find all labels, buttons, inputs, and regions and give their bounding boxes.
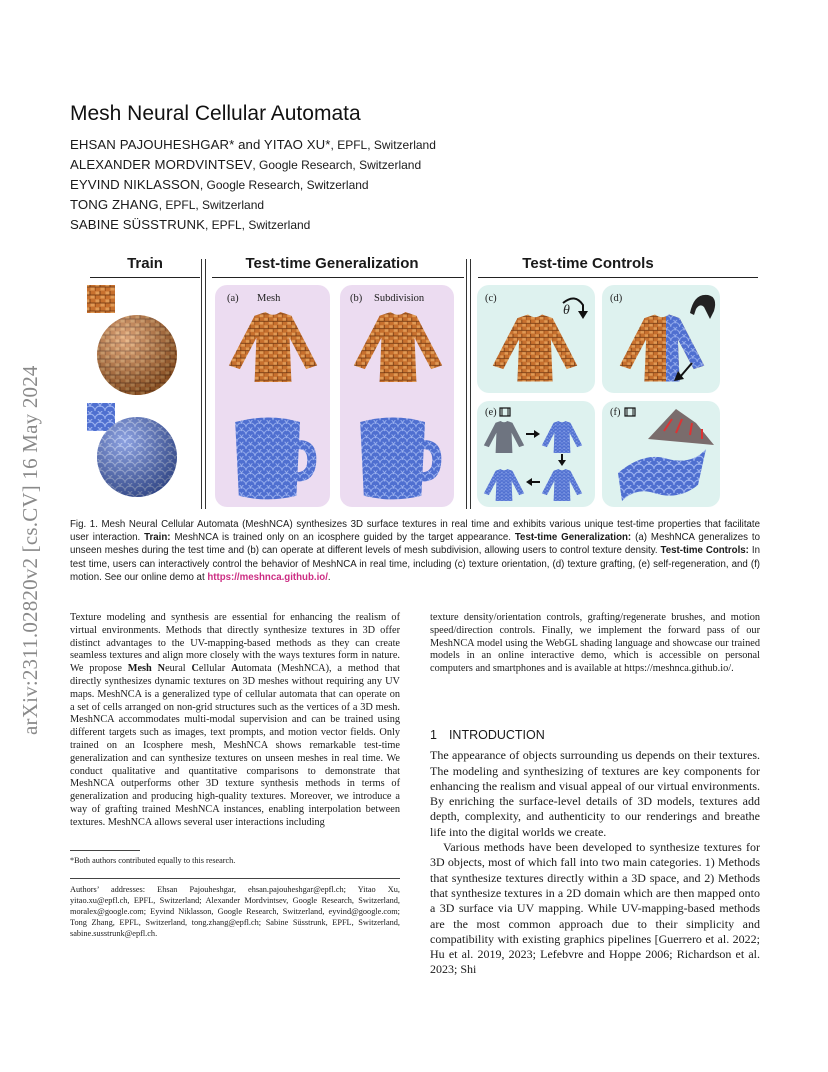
regen-shirt-partial (483, 467, 525, 503)
author-line (70, 135, 436, 155)
abstract-bold: A (231, 663, 239, 675)
heading-rule (90, 277, 200, 278)
motion-cloth (614, 445, 710, 503)
panel-motion (602, 401, 720, 507)
author-names: EYVIND NIKLASSON (70, 177, 200, 192)
author-names: ALEXANDER MORDVINTSEV (70, 157, 253, 172)
heading-train: Train (127, 255, 163, 272)
section-title: INTRODUCTION (448, 728, 545, 742)
brick-shirt (227, 310, 319, 384)
caption-train-text: MeshNCA is trained only on an icosphere guided by the target appearance. (170, 532, 515, 544)
section-number: 1 (430, 728, 437, 742)
caption-end: . (327, 571, 331, 583)
address-rule (70, 878, 400, 879)
author-affiliation: , Google Research, Switzerland (252, 158, 422, 172)
author-names: TONG ZHANG (70, 197, 159, 212)
panel-label-a: (a) (227, 293, 239, 304)
scale-mug (227, 413, 319, 503)
graft-arrow-icon (672, 361, 696, 385)
abstract (70, 612, 400, 830)
author-affiliation: , EPFL, Switzerland (204, 218, 311, 232)
theta-symbol: θ (563, 303, 570, 318)
figure-caption (70, 518, 760, 584)
abstract-text: Texture modeling and synthesis are essential for enhancing the realism of virtual environments. Methods that directly synthesize textures in 3D offer distinct advantages to the UV-mapping-based methods as they can create seamless textures and align more closely with the ways textures form in nature. We propose (70, 612, 400, 675)
caption-prefix: Fig. 1. Mesh Neural Cellular Automata (MeshNCA) synthesizes 3D surface textures in real time and exhibits various unique test-time properties that facilitate user interaction. (70, 519, 760, 544)
arxiv-identifier: arXiv:2311.02820v2 [cs.CV] 16 May 2024 (18, 365, 42, 735)
panel-subdivision (340, 285, 454, 507)
panel-label-c: (c) (485, 293, 497, 304)
heading-rule (212, 277, 464, 278)
motion-tool-icon (624, 407, 636, 417)
author-line (70, 195, 436, 215)
panel-mesh (215, 285, 330, 507)
abstract-bold: C (191, 663, 199, 675)
abstract-text: utomata (MeshNCA), a method that directly synthesizes dynamic textures on 3D meshes without requiring any UV maps. MeshNCA is a generalized type of cellular automata that can operate on a set of cells arranged on non-grid structures such as the vertices of a 3D mesh. MeshNCA accommodates multi-modal supervision and can be trained using different targets such as images, text prompts, and motion vector fields. Only trained on an Icosphere mesh, MeshNCA shows remarkable test-time generalization and can synthesize textures on unseen meshes in real time. We conduct qualitative and quantitative comparisons to demonstrate that MeshNCA outperforms other 3D texture synthesis methods in terms of generalization and producing high-quality textures. Moreover, we introduce a way of grafting trained MeshNCA instances, enabling interpolation between textures. MeshNCA allows several user interactions including (70, 663, 401, 828)
caption-gen-label: Test-time Generalization: (514, 532, 632, 544)
orientation-shirt (491, 311, 579, 385)
caption-controls-label: Test-time Controls: (660, 545, 749, 557)
heading-rule (478, 277, 758, 278)
panel-label-d: (d) (610, 293, 623, 304)
author-affiliation: , EPFL, Switzerland (158, 198, 265, 212)
caption-gen-text: (a) MeshNCA generalizes to unseen meshes during the test time and (b) can operate at different levels of mesh subdivision, allowing users to control texture density. (70, 532, 761, 557)
brick-shirt-subdivided (352, 310, 444, 384)
equal-contribution-footnote: *Both authors contributed equally to this research. (70, 856, 236, 865)
regen-shirt-damaged (541, 419, 583, 455)
abstract-paragraph (70, 612, 400, 830)
introduction-section (430, 728, 760, 978)
author-names: EHSAN PAJOUHESHGAR* and YITAO XU* (70, 137, 331, 152)
regen-shirt-gray (483, 419, 525, 455)
author-line (70, 155, 436, 175)
abstract-continued-text: texture density/orientation controls, grafting/regenerate brushes, and motion speed/direction controls. Finally, we implement the forward pass of our MeshNCA model using the WebGL shading language and showcase our trained models in an online interactive demo, which is accessible on personal computers and smartphones and is available at https://meshnca.github.io/. (430, 612, 760, 675)
panel-label-e: (e) (485, 407, 497, 418)
teaser-figure (70, 255, 760, 510)
author-addresses: Authors’ addresses: Ehsan Pajouheshgar, ehsan.pajouheshgar@epfl.ch; Yitao Xu, yitao.xu@epfl.ch, EPFL, Switzerland; Alexander Mordvintsev, Google Research, Switzerland, moralex@google.com; Eyvind Niklasson, Google Research, Switzerland, eyvind@google.com; Tong Zhang, EPFL, Switzerland, tong.zhang@epfl.ch; Sabine Süsstrunk, EPFL, Switzerland, sabine.susstrunk@epfl.ch. (70, 885, 400, 939)
caption-train-label: Train: (144, 532, 171, 544)
brush-icon (686, 289, 720, 323)
abstract-text: ellular (198, 663, 232, 675)
eraser-icon (499, 407, 511, 417)
author-list (70, 135, 436, 235)
abstract-continued (430, 612, 760, 676)
arrow-left-icon (525, 477, 541, 487)
author-names: SABINE SÜSSTRUNK (70, 217, 205, 232)
arrow-down-icon (557, 453, 567, 467)
panel-grafting (602, 285, 720, 393)
section-separator (201, 259, 206, 509)
regen-shirt-restored (541, 467, 583, 503)
panel-name-b: Subdivision (374, 293, 425, 304)
scale-mug-subdivided (352, 413, 444, 503)
section-separator (466, 259, 471, 509)
footnote-rule (70, 850, 140, 851)
section-heading (430, 728, 760, 743)
author-affiliation: , Google Research, Switzerland (199, 178, 369, 192)
demo-link[interactable]: https://meshnca.github.io/ (207, 571, 328, 583)
heading-generalization: Test-time Generalization (245, 255, 419, 272)
motion-field-surface (646, 405, 716, 449)
panel-label-f: (f) (610, 407, 621, 418)
brick-texture-swatch (87, 285, 115, 313)
intro-paragraph: Various methods have been developed to synthesize textures for 3D objects, most of which fall into two main categories. 1) Methods that synthesize textures directly within a 3D space, and 2) Methods that synthesize textures in a 2D domain which are then mapped onto a 3D surface via UV mapping. While UV-mapping-based methods are the most common approach due to their simplicity and compatibility with existing graphics pipelines [Guerrero et al. 2022; Hu et al. 2019, 2023; Lefebvre and Hoppe 2006; Richardson et al. 2023; Shi (430, 840, 760, 977)
panel-orientation (477, 285, 595, 393)
arrow-right-icon (525, 429, 541, 439)
paper-title: Mesh Neural Cellular Automata (70, 102, 361, 125)
panel-label-b: (b) (350, 293, 363, 304)
panel-name-a: Mesh (257, 293, 281, 304)
heading-controls: Test-time Controls (522, 255, 654, 272)
author-line (70, 175, 436, 195)
intro-paragraph: The appearance of objects surrounding us depends on their textures. The modeling and synthesizing of textures are key components for enhancing the realism and visual appeal of our virtual environments. By enriching the surface-level details of 3D models, textures add depth, complexity, and authenticity to our renderings and breathe life into the digital worlds we create. (430, 748, 760, 839)
panel-regeneration (477, 401, 595, 507)
caption-controls-text: In test time, users can interactively control the behavior of MeshNCA in real time, including (c) texture orientation, (d) texture grafting, (e) self-regeneration, and (f) motion. See our online demo at (70, 545, 760, 583)
abstract-bold: Mesh N (127, 663, 166, 675)
abstract-text: eural (165, 663, 192, 675)
author-line (70, 215, 436, 235)
train-examples (85, 283, 197, 503)
author-affiliation: , EPFL, Switzerland (330, 138, 436, 152)
